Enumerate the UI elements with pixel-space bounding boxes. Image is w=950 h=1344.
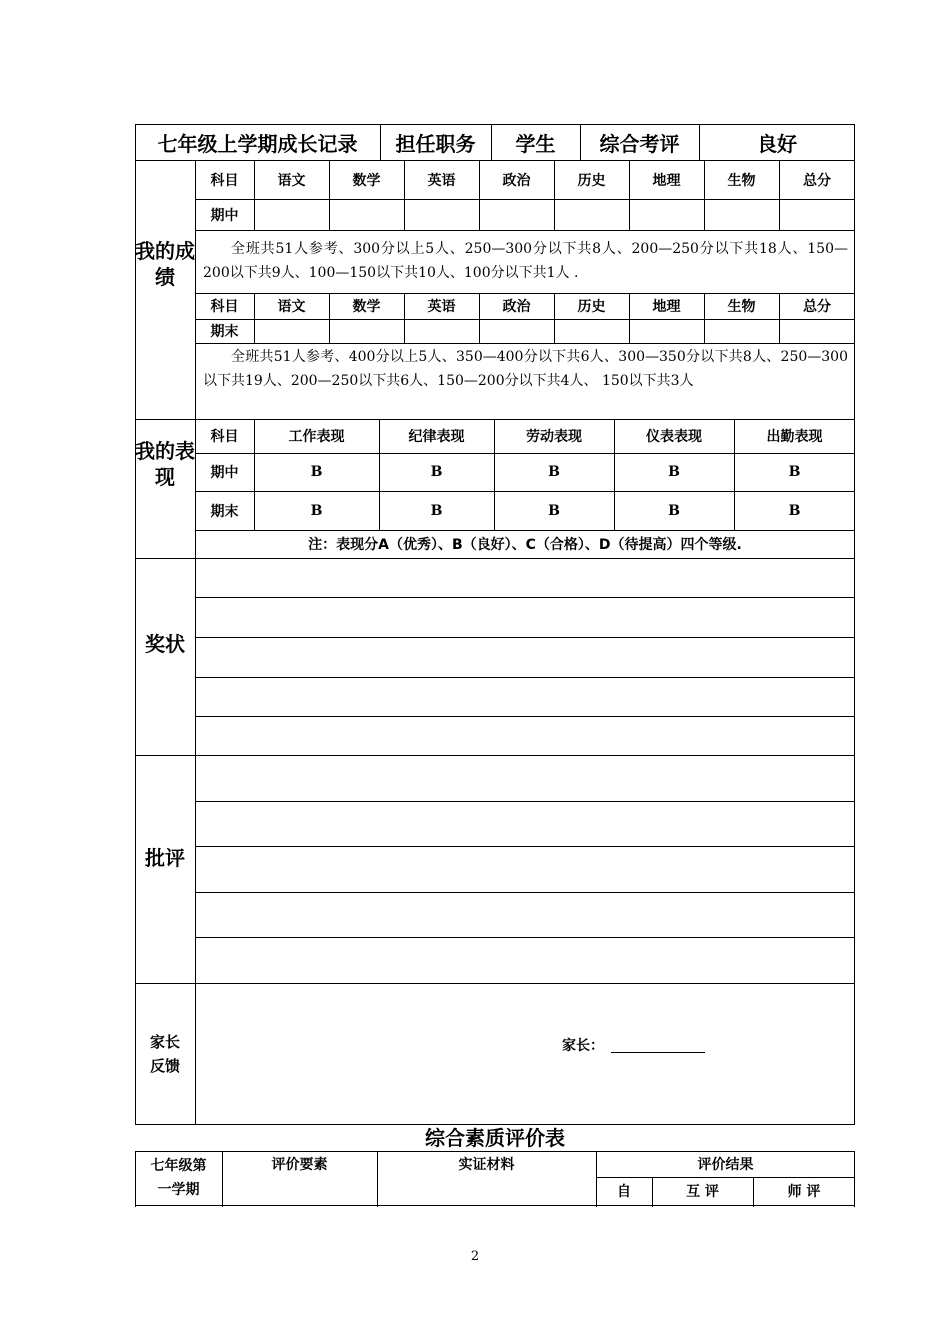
awards-line bbox=[195, 597, 855, 598]
performance-section-label: 我的表现 bbox=[135, 439, 195, 489]
performance-category-appearance: 仪表表现 bbox=[646, 429, 702, 445]
grades-final-subject-chinese: 语文 bbox=[277, 299, 306, 315]
grades-section-label: 我的成绩 bbox=[135, 239, 195, 289]
grades-final-subject-header: 科目 bbox=[210, 299, 239, 315]
grades-mid-subject-history: 历史 bbox=[577, 172, 606, 189]
performance-midterm-labor: B bbox=[548, 464, 560, 480]
awards-line bbox=[195, 716, 855, 717]
evaluation-self-label: 自 bbox=[617, 1184, 631, 1200]
evaluation-term-label bbox=[135, 1154, 222, 1202]
grades-mid-subject-chinese: 语文 bbox=[277, 172, 306, 189]
grades-final-subject-geography: 地理 bbox=[652, 299, 681, 315]
evaluation-value: 良好 bbox=[757, 131, 797, 156]
position-label: 担任职务 bbox=[395, 131, 476, 156]
awards-section-label: 奖状 bbox=[145, 632, 185, 656]
grades-final-subject-math: 数学 bbox=[352, 299, 381, 315]
performance-category-work: 工作表现 bbox=[288, 429, 345, 445]
grades-midterm-summary: 全班共51人参考、300分以上5人、250—300分以下共8人、200—250分以下共18人、150—200以下共9人、100—150以下共10人、100分以下共1人 . bbox=[203, 241, 848, 281]
awards-line bbox=[195, 677, 855, 678]
performance-final-work: B bbox=[310, 502, 323, 519]
grades-final-summary: 全班共51人参考、400分以上5人、350—400分以下共6人、300—350分以下共8人、250—300以下共19人、200—250以下共6人、150—200分以下共4人、 150以下共3人 bbox=[203, 349, 848, 389]
performance-category-labor: 劳动表现 bbox=[526, 429, 582, 445]
parent-feedback-label-line2: 反馈 bbox=[149, 1057, 180, 1075]
evaluation-elements-header: 评价要素 bbox=[271, 1157, 328, 1173]
awards-line bbox=[195, 637, 855, 638]
evaluation-term-line1: 七年级第 bbox=[150, 1158, 207, 1174]
performance-midterm-attendance: B bbox=[788, 464, 801, 480]
performance-subject-header: 科目 bbox=[210, 429, 239, 445]
evaluation-label: 综合考评 bbox=[599, 131, 680, 156]
grades-midterm-label: 期中 bbox=[210, 207, 239, 224]
grades-mid-subject-english: 英语 bbox=[427, 172, 456, 189]
performance-midterm-appearance: B bbox=[668, 464, 680, 480]
parent-feedback-label-line1: 家长 bbox=[149, 1033, 180, 1051]
evaluation-term-line2: 一学期 bbox=[157, 1182, 200, 1198]
parent-feedback-label bbox=[135, 1030, 195, 1078]
grades-final-label: 期末 bbox=[210, 324, 239, 340]
grades-final-subject-biology: 生物 bbox=[727, 299, 756, 315]
evaluation-table-title: 综合素质评价表 bbox=[425, 1126, 565, 1150]
grades-final-subject-english: 英语 bbox=[427, 299, 456, 315]
page-number: 2 bbox=[470, 1249, 480, 1264]
grades-mid-subject-geography: 地理 bbox=[652, 172, 681, 189]
performance-midterm-discipline: B bbox=[430, 464, 443, 480]
performance-category-attendance: 出勤表现 bbox=[766, 429, 823, 445]
performance-final-discipline: B bbox=[430, 502, 443, 519]
parent-signature-line[interactable] bbox=[611, 1052, 705, 1053]
evaluation-teacher-label: 师 评 bbox=[787, 1184, 821, 1200]
evaluation-peer-label: 互 评 bbox=[686, 1184, 719, 1200]
evaluation-evidence-header: 实证材料 bbox=[458, 1157, 515, 1173]
grades-mid-subject-math: 数学 bbox=[352, 172, 381, 189]
criticism-line bbox=[195, 846, 855, 847]
criticism-line bbox=[195, 937, 855, 938]
performance-note: 注：表现分A（优秀）、B（良好）、C（合格）、D（待提高）四个等级. bbox=[308, 537, 742, 553]
performance-final-appearance: B bbox=[668, 502, 680, 519]
record-title: 七年级上学期成长记录 bbox=[157, 131, 358, 156]
grades-mid-subject-politics: 政治 bbox=[502, 172, 531, 189]
performance-category-discipline: 纪律表现 bbox=[408, 429, 465, 445]
performance-final-label: 期末 bbox=[210, 503, 239, 520]
grades-final-subject-history: 历史 bbox=[577, 299, 606, 315]
grades-final-subject-total: 总分 bbox=[803, 299, 831, 315]
criticism-line bbox=[195, 892, 855, 893]
criticism-line bbox=[195, 801, 855, 802]
evaluation-result-header: 评价结果 bbox=[697, 1157, 754, 1173]
grades-mid-subject-total: 总分 bbox=[803, 172, 831, 189]
performance-midterm-work: B bbox=[310, 464, 323, 480]
performance-final-attendance: B bbox=[788, 502, 801, 519]
position-value: 学生 bbox=[515, 131, 556, 156]
grades-mid-subject-biology: 生物 bbox=[727, 172, 756, 189]
grades-mid-subject-header: 科目 bbox=[210, 172, 239, 189]
performance-midterm-label: 期中 bbox=[210, 465, 239, 481]
parent-signature-label: 家长： bbox=[562, 1038, 604, 1054]
performance-final-labor: B bbox=[548, 502, 560, 519]
criticism-section-label: 批评 bbox=[145, 846, 185, 870]
grades-final-subject-politics: 政治 bbox=[502, 299, 531, 315]
